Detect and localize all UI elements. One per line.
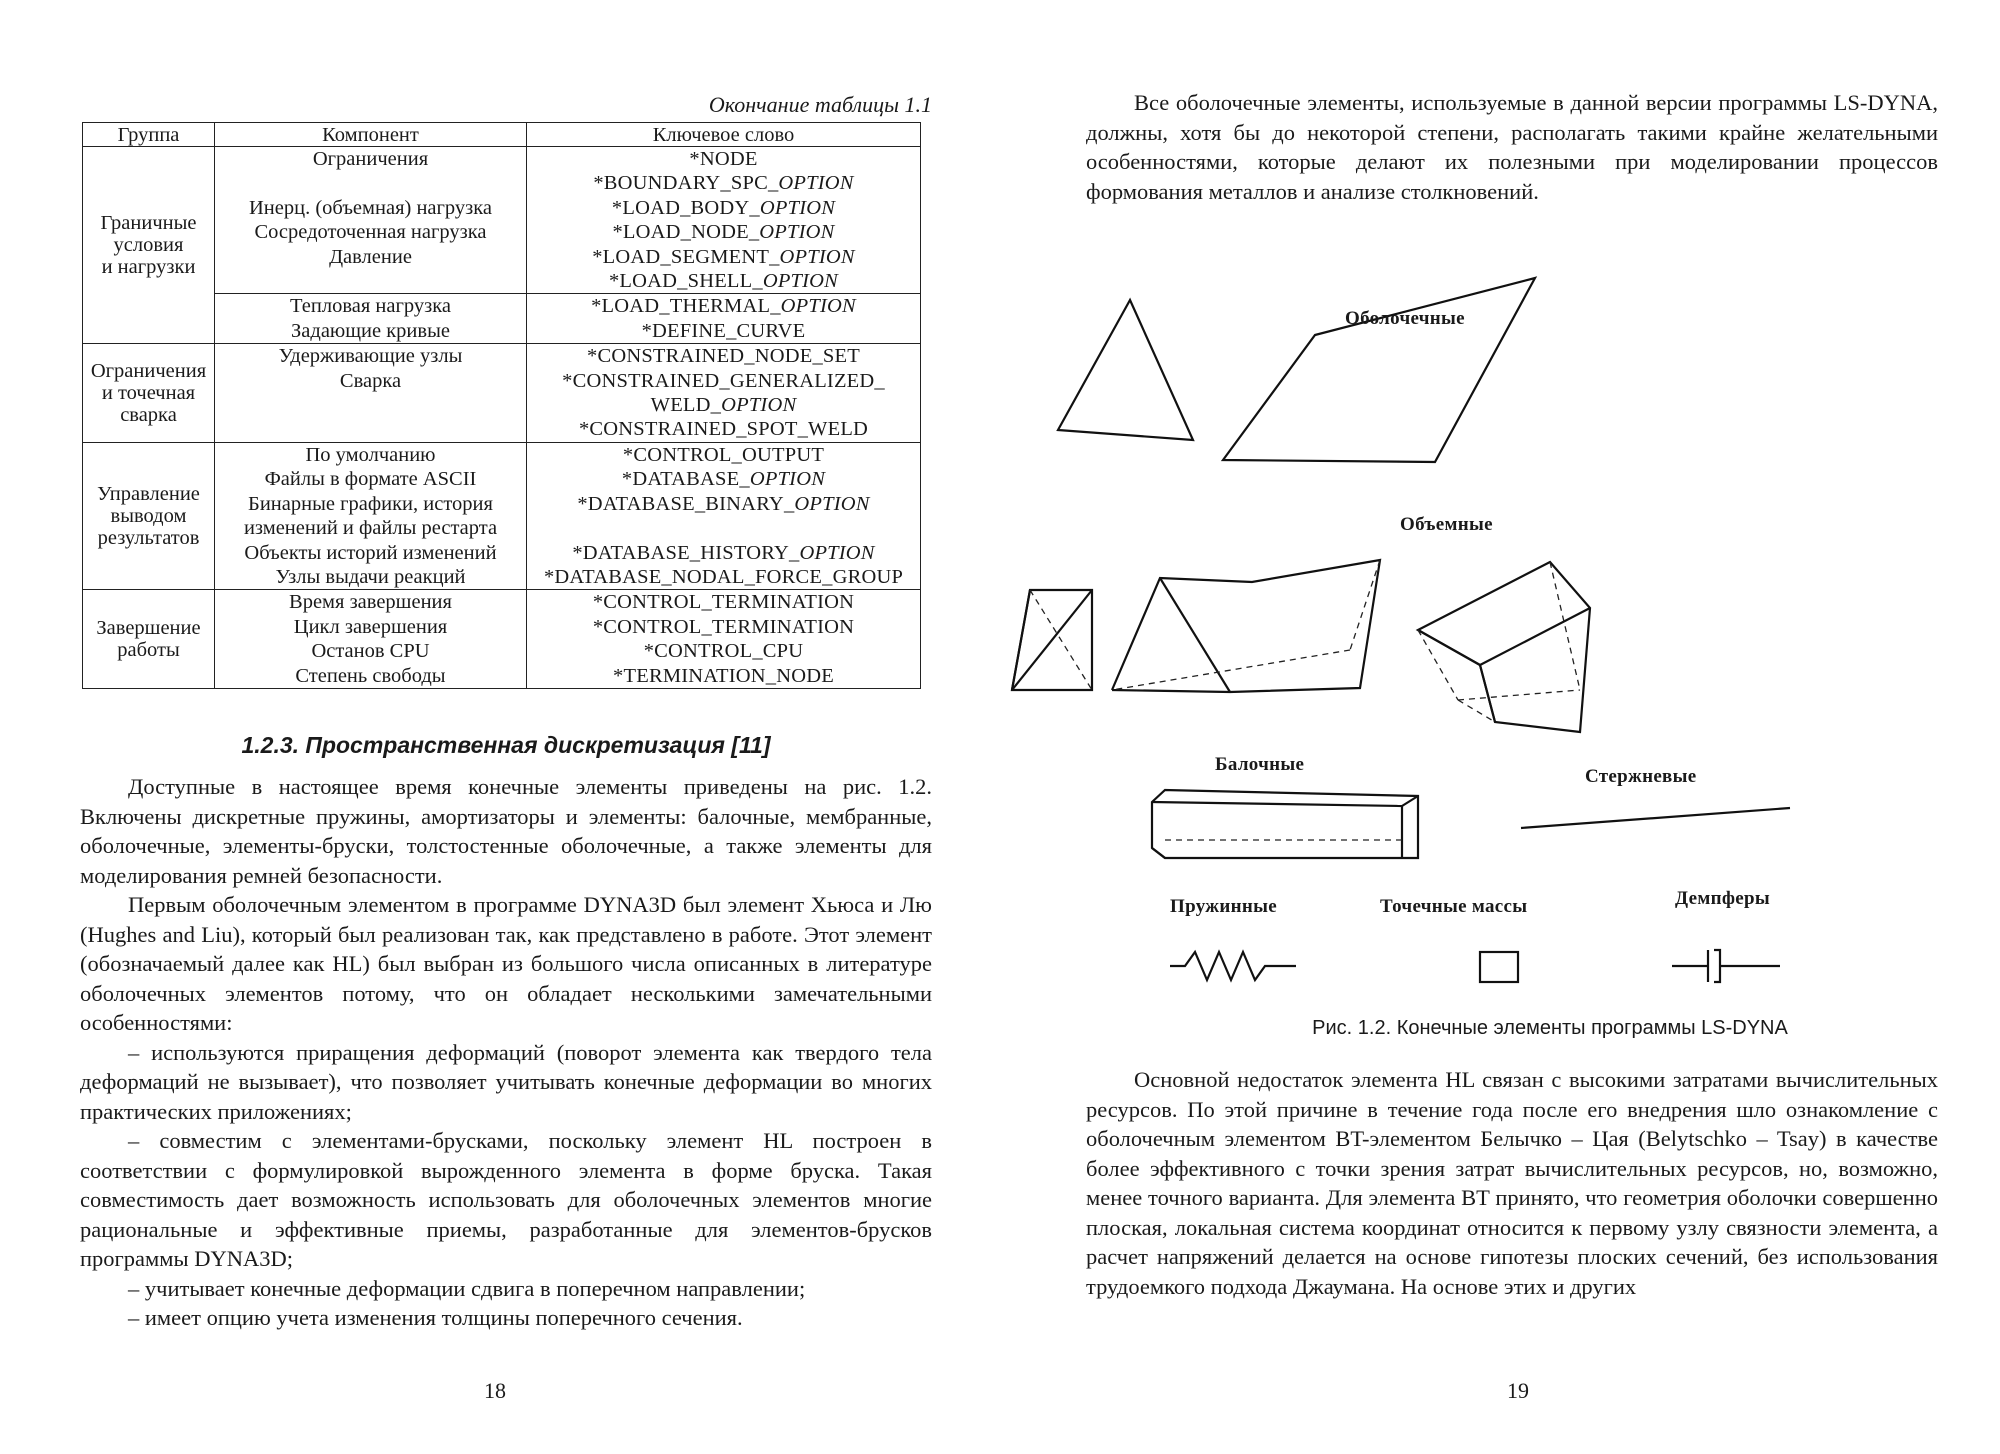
keyword-table bbox=[82, 122, 921, 689]
component-line: Объекты историй изменений bbox=[244, 541, 497, 564]
keyword-line bbox=[529, 565, 918, 589]
shell-quad-shape bbox=[1223, 278, 1535, 462]
group-name-line: и точечная bbox=[101, 382, 196, 405]
table-cell-component bbox=[215, 590, 527, 689]
component-line: Сосредоточенная нагрузка bbox=[254, 221, 487, 244]
keyword-line bbox=[529, 171, 918, 195]
right-page bbox=[1000, 0, 2000, 1454]
solid-hexa-shape bbox=[1418, 562, 1590, 732]
page-number-right: 19 bbox=[1507, 1378, 1529, 1403]
list-item: – используются приращения деформаций (поворот элемента как твердого тела деформаций не вызывает), что позволяет учитывать конечные деформации во многих практических приложениях; bbox=[80, 1039, 932, 1124]
keyword-base: *LOAD_SEGMENT_ bbox=[592, 245, 780, 268]
component-line: Тепловая нагрузка bbox=[290, 295, 451, 318]
keyword-line bbox=[529, 664, 918, 688]
component-line: Удерживающие узлы bbox=[278, 345, 463, 368]
table-cell-component bbox=[215, 294, 527, 344]
keyword-option: OPTION bbox=[780, 295, 856, 318]
group-name-line: условия bbox=[113, 234, 184, 257]
component-line: Задающие кривые bbox=[291, 319, 450, 342]
keyword-line bbox=[529, 516, 918, 540]
component-line bbox=[217, 171, 524, 195]
label-shell: Оболочечные bbox=[1345, 308, 1465, 329]
keyword-line bbox=[529, 294, 918, 318]
keyword-line bbox=[529, 319, 918, 343]
keyword-line bbox=[529, 393, 918, 417]
keyword-base: *CONTROL_TERMINATION bbox=[592, 591, 855, 614]
point-mass-shape bbox=[1480, 952, 1518, 982]
keyword-option: OPTION bbox=[759, 221, 835, 244]
figure-caption: Рис. 1.2. Конечные элементы программы LS-DYNA bbox=[1312, 1017, 1788, 1039]
component-line: Время завершения bbox=[289, 591, 452, 614]
keyword-base: *LOAD_NODE_ bbox=[612, 221, 760, 244]
group-name-line: работы bbox=[117, 639, 180, 662]
table-cell-keyword bbox=[527, 344, 921, 443]
table-cell-group bbox=[83, 344, 215, 443]
keyword-option: OPTION bbox=[749, 468, 826, 491]
keyword-option: OPTION bbox=[721, 394, 797, 417]
table-row bbox=[83, 590, 921, 689]
component-line: Бинарные графики, история bbox=[248, 492, 493, 515]
component-line: Останов CPU bbox=[311, 640, 430, 663]
label-mass: Точечные массы bbox=[1380, 896, 1528, 917]
component-line bbox=[217, 393, 524, 417]
table-cell-keyword bbox=[527, 442, 921, 589]
page-number-left: 18 bbox=[484, 1378, 506, 1403]
component-line: По умолчанию bbox=[305, 443, 436, 466]
table-cell-keyword bbox=[527, 147, 921, 294]
component-line bbox=[217, 269, 524, 293]
keyword-base: *DATABASE_NODAL_FORCE_GROUP bbox=[543, 565, 904, 588]
component-line: Файлы в формате ASCII bbox=[264, 468, 477, 491]
table-cell-keyword bbox=[527, 294, 921, 344]
table-cell-component bbox=[215, 344, 527, 443]
table-header-component: Компонент bbox=[215, 123, 527, 147]
label-truss: Стержневые bbox=[1585, 766, 1697, 787]
table-cell-keyword bbox=[527, 590, 921, 689]
table-body bbox=[83, 147, 921, 689]
right-top-text bbox=[1086, 88, 1938, 206]
keyword-base: *BOUNDARY_SPC_ bbox=[593, 172, 779, 195]
keyword-option: OPTION bbox=[762, 270, 839, 293]
keyword-base: *CONTROL_CPU bbox=[643, 640, 804, 663]
paragraph: Доступные в настоящее время конечные элементы приведены на рис. 1.2. Включены дискретные пружины, амортизаторы и элементы: балочные, мембранные, оболочечные, элементы-бруски, толстостенные оболочечные, а также элементы для моделирования ремней безопасности. bbox=[80, 774, 932, 888]
keyword-option: OPTION bbox=[778, 172, 854, 195]
keyword-line bbox=[529, 541, 918, 565]
keyword-line bbox=[529, 467, 918, 491]
component-line: Сварка bbox=[339, 369, 402, 392]
keyword-option: OPTION bbox=[794, 492, 870, 515]
keyword-option: OPTION bbox=[799, 541, 875, 564]
solid-wedge-shape bbox=[1112, 560, 1380, 692]
keyword-line bbox=[529, 492, 918, 516]
group-name-line: выводом bbox=[110, 505, 187, 528]
table-cell-component bbox=[215, 147, 527, 294]
group-name-line: и нагрузки bbox=[101, 256, 196, 279]
table-row bbox=[83, 442, 921, 589]
paragraph: Первым оболочечным элементом в программе DYNA3D был элемент Хьюса и Лю (Hughes and Liu), который был реализован так, как представлено в работе. Этот элемент (обозначаемый далее как HL) был выбран из большого числа описанных в литературе оболочечных элементов потому, что он обладает несколькими замечательными особенностями: bbox=[80, 892, 932, 1035]
keyword-line bbox=[529, 147, 918, 171]
component-line: Инерц. (объемная) нагрузка bbox=[248, 196, 493, 219]
keyword-base: *DATABASE_BINARY_ bbox=[577, 492, 795, 515]
table-cell-group bbox=[83, 590, 215, 689]
keyword-line bbox=[529, 196, 918, 220]
component-line: Степень свободы bbox=[295, 664, 446, 687]
solid-tetra-shape bbox=[1012, 590, 1092, 690]
keyword-base: *DATABASE_ bbox=[621, 468, 750, 491]
keyword-base: *LOAD_SHELL_ bbox=[608, 270, 763, 293]
keyword-line bbox=[529, 615, 918, 639]
component-line bbox=[217, 417, 524, 441]
keyword-base: *NODE bbox=[689, 148, 758, 170]
label-solid: Объемные bbox=[1400, 514, 1493, 535]
keyword-line bbox=[529, 245, 918, 269]
keyword-base: *CONTROL_TERMINATION bbox=[592, 615, 855, 638]
table-row bbox=[83, 344, 921, 443]
damper-shape bbox=[1672, 950, 1780, 982]
group-name-line: сварка bbox=[120, 404, 177, 427]
table-caption: Окончание таблицы 1.1 bbox=[708, 92, 932, 117]
keyword-line bbox=[529, 443, 918, 467]
list-item: – совместим с элементами-брусками, поскольку элемент HL построен в соответствии с формулировкой вырожденного элемента в форме бруска. Такая совместимость дает возможность использовать для оболочечных элементов многие рациональные и эффективные приемы, разработанные для элементов-брусков программы DYNA3D; bbox=[80, 1128, 932, 1271]
right-bottom-text bbox=[1086, 1065, 1938, 1301]
component-line: Ограничения bbox=[312, 148, 429, 170]
keyword-base: *CONSTRAINED_SPOT_WELD bbox=[578, 418, 869, 441]
group-name-line: Управление bbox=[97, 483, 200, 506]
keyword-base: *DATABASE_HISTORY_ bbox=[572, 541, 800, 564]
keyword-line bbox=[529, 590, 918, 614]
keyword-line bbox=[529, 344, 918, 368]
shell-triangle-shape bbox=[1058, 300, 1193, 440]
keyword-base: *DEFINE_CURVE bbox=[641, 319, 806, 342]
component-line: изменений и файлы рестарта bbox=[243, 517, 498, 540]
component-line: Цикл завершения bbox=[293, 615, 448, 638]
keyword-option: OPTION bbox=[759, 196, 836, 219]
keyword-base: *CONSTRAINED_GENERALIZED_ bbox=[562, 369, 885, 392]
truss-shape bbox=[1521, 808, 1790, 828]
table-cell-component bbox=[215, 442, 527, 589]
label-spring: Пружинные bbox=[1170, 896, 1277, 917]
table-cell-group bbox=[83, 147, 215, 344]
label-beam: Балочные bbox=[1215, 754, 1305, 775]
section-heading: 1.2.3. Пространственная дискретизация [11] bbox=[241, 732, 771, 758]
group-name-line: Граничные bbox=[100, 212, 197, 235]
beam-shape bbox=[1152, 790, 1418, 858]
paragraph: Все оболочечные элементы, используемые в данной версии программы LS-DYNA, должны, хотя бы до некоторой степени, располагать такими крайне желательными особенностями, которые делают их полезными при моделировании процессов формования металлов и анализе столкновений. bbox=[1086, 90, 1938, 204]
spring-shape bbox=[1170, 952, 1296, 980]
component-line: Давление bbox=[329, 245, 412, 268]
keyword-base: *TERMINATION_NODE bbox=[613, 664, 834, 687]
keyword-option: OPTION bbox=[779, 245, 855, 268]
keyword-line bbox=[529, 639, 918, 663]
table-header-row bbox=[83, 123, 921, 147]
keyword-line bbox=[529, 369, 918, 393]
label-damper: Демпферы bbox=[1675, 888, 1771, 909]
keyword-base: *CONSTRAINED_NODE_SET bbox=[587, 345, 860, 368]
table-header-group: Группа bbox=[83, 123, 215, 147]
paragraph: Основной недостаток элемента HL связан с высокими затратами вычислительных ресурсов. По этой причине в течение года после его внедрения шло ознакомление с оболочечным элементом BT-элементом Белычко – Цая (Belytschko – Tsay) в качестве более эффективного с точки зрения затрат вычислительных ресурсов, но, возможно, менее точного варианта. Для элемента BT принято, что геометрия оболочки совершенно плоская, локальная система координат относится к первому узлу связности элемента, а расчет напряжений делается на основе гипотезы плоских сечений, без использования трудоемкого подхода Джаумана. На основе этих и других bbox=[1086, 1067, 1938, 1299]
table-header-keyword: Ключевое слово bbox=[527, 123, 921, 147]
keyword-base: *LOAD_THERMAL_ bbox=[591, 295, 781, 318]
keyword-line bbox=[529, 417, 918, 441]
keyword-base: *CONTROL_OUTPUT bbox=[622, 443, 825, 466]
list-item: – имеет опцию учета изменения толщины поперечного сечения. bbox=[128, 1305, 743, 1330]
group-name-line: Завершение bbox=[96, 617, 201, 640]
group-name-line: результатов bbox=[97, 527, 200, 550]
list-item: – учитывает конечные деформации сдвига в поперечном направлении; bbox=[128, 1275, 806, 1301]
left-body-text bbox=[80, 772, 932, 1333]
keyword-line bbox=[529, 220, 918, 244]
keyword-base: *LOAD_BODY_ bbox=[611, 196, 760, 219]
table-row bbox=[83, 147, 921, 294]
keyword-line bbox=[529, 269, 918, 293]
group-name-line: Ограничения bbox=[90, 360, 207, 383]
component-line: Узлы выдачи реакций bbox=[275, 565, 466, 588]
keyword-base: WELD_ bbox=[650, 394, 722, 417]
table-cell-group bbox=[83, 442, 215, 589]
